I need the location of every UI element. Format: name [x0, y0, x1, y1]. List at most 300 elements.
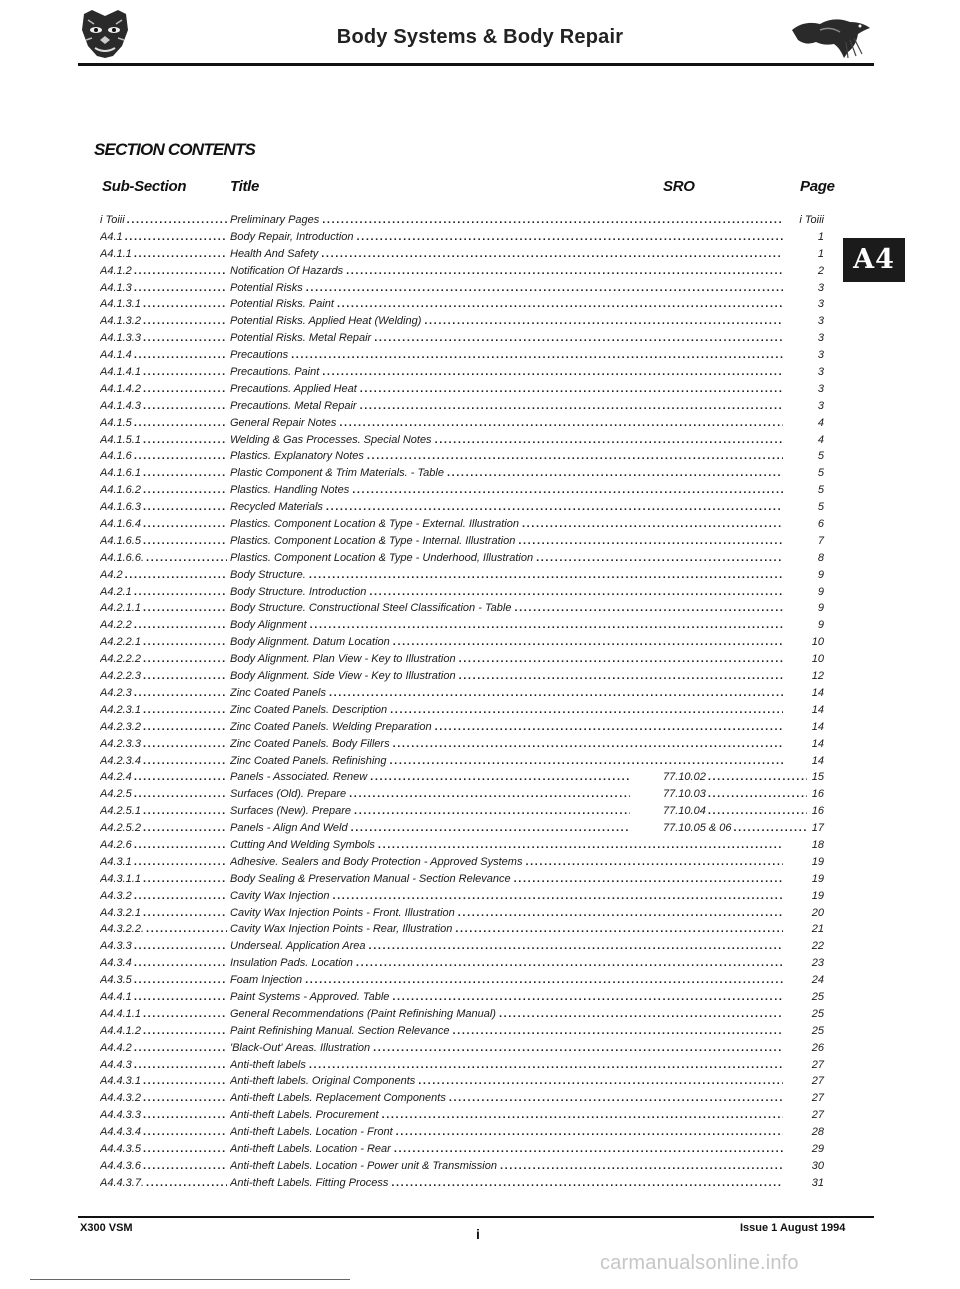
sub-section-number-text: A4.2.4: [100, 771, 132, 784]
toc-row: [100, 820, 840, 837]
entry-title: [230, 1090, 783, 1107]
page-number: 25: [811, 1007, 824, 1020]
sub-section-number-text: A4.1.6.5: [100, 534, 141, 547]
entry-title: [230, 1073, 783, 1090]
toc-row: [100, 955, 840, 972]
sub-section-number: [100, 685, 227, 702]
toc-row: [100, 364, 840, 381]
dot-leader: [134, 786, 227, 803]
sub-section-number-text: A4.2.2.3: [100, 670, 141, 683]
dot-leader: [127, 212, 227, 229]
entry-title-text: Plastics. Component Location & Type - External. Illustration: [230, 518, 519, 531]
page-number: 1: [817, 230, 824, 243]
entry-title-text: Precautions: [230, 349, 289, 362]
entry-title-text: Precautions. Paint: [230, 366, 320, 379]
entry-title-text: Cavity Wax Injection Points - Front. Illustration: [230, 906, 455, 919]
entry-title: [230, 888, 783, 905]
toc-row: [100, 381, 840, 398]
entry-title: [230, 1124, 783, 1141]
dot-leader: [499, 1006, 783, 1023]
entry-title-text: Cavity Wax Injection Points - Rear, Illustration: [230, 923, 453, 936]
footer-manual-code: X300 VSM: [80, 1222, 133, 1234]
page-number: 27: [811, 1109, 824, 1122]
sub-section-number: [100, 482, 227, 499]
entry-title-text: Underseal. Application Area: [230, 940, 366, 953]
sub-section-number: [100, 516, 227, 533]
sub-section-number-text: A4.3.1.1: [100, 872, 141, 885]
toc-row: [100, 753, 840, 770]
toc-row: [100, 634, 840, 651]
toc-row: [100, 685, 840, 702]
entry-title-text: Anti-theft Labels. Location - Power unit & Transmission: [230, 1159, 497, 1172]
page-number: 3: [817, 382, 824, 395]
entry-title-text: Anti-theft Labels. Replacement Components: [230, 1092, 446, 1105]
watermark: carmanualsonline.info: [600, 1252, 799, 1274]
page-number: 9: [817, 619, 824, 632]
toc-row: [100, 246, 840, 263]
page-number: i Toiii: [799, 214, 824, 226]
entry-title-text: Foam Injection: [230, 974, 303, 987]
toc-row: [100, 229, 840, 246]
dot-leader: [143, 1107, 227, 1124]
sub-section-number: [100, 617, 227, 634]
dot-leader: [453, 1023, 783, 1040]
sub-section-number: [100, 668, 227, 685]
dot-leader: [143, 313, 227, 330]
dot-leader: [435, 719, 783, 736]
sro-code: [663, 820, 807, 837]
footer-rule: [78, 1216, 874, 1218]
entry-title: [230, 296, 783, 313]
page-number: 18: [811, 838, 824, 851]
column-header-sro: SRO: [663, 178, 695, 195]
dot-leader: [143, 381, 227, 398]
page-number: 5: [817, 467, 824, 480]
dot-leader: [134, 854, 227, 871]
dot-leader: [143, 905, 227, 922]
dot-leader: [339, 415, 783, 432]
dot-leader: [134, 448, 227, 465]
entry-title: [230, 212, 783, 229]
dot-leader: [459, 651, 783, 668]
page-number: 9: [817, 585, 824, 598]
dot-leader: [373, 1040, 783, 1057]
entry-title-text: Paint Refinishing Manual. Section Relevance: [230, 1024, 450, 1037]
dot-leader: [396, 1124, 783, 1141]
sub-section-number: [100, 837, 227, 854]
sub-section-number-text: A4.4.3.2: [100, 1092, 141, 1105]
sub-section-number-text: A4.4.3.3: [100, 1109, 141, 1122]
dot-leader: [321, 246, 783, 263]
toc-row: [100, 1023, 840, 1040]
sub-section-number-text: A4.2.1.1: [100, 602, 141, 615]
page-number: 3: [817, 399, 824, 412]
entry-title: [230, 263, 783, 280]
page-number: 21: [811, 923, 824, 936]
page-number: 26: [811, 1041, 824, 1054]
dot-leader: [518, 533, 783, 550]
toc-row: [100, 280, 840, 297]
sub-section-number: [100, 1158, 227, 1175]
entry-title-text: Preliminary Pages: [230, 214, 320, 226]
entry-title: [230, 584, 783, 601]
dot-leader: [125, 229, 227, 246]
toc-row: [100, 1175, 840, 1192]
sub-section-number-text: A4.2.6: [100, 838, 132, 851]
dot-leader: [525, 854, 783, 871]
sub-section-number-text: A4.4.1.1: [100, 1007, 141, 1020]
column-header-title: Title: [230, 178, 260, 195]
sub-section-number: [100, 972, 227, 989]
contents-list: [100, 212, 840, 1192]
entry-title: [230, 736, 783, 753]
dot-leader: [134, 1040, 227, 1057]
entry-title: [230, 854, 783, 871]
dot-leader: [143, 668, 227, 685]
dot-leader: [146, 1175, 227, 1192]
page-number: 12: [811, 670, 824, 683]
entry-title-text: Body Structure.: [230, 568, 306, 581]
sub-section-number: [100, 871, 227, 888]
entry-title-text: Body Alignment: [230, 619, 307, 632]
entry-title-text: Body Structure. Introduction: [230, 585, 367, 598]
toc-row: [100, 212, 840, 229]
sub-section-number-text: A4.1.5: [100, 416, 132, 429]
toc-row: [100, 888, 840, 905]
entry-title-text: Anti-theft labels: [230, 1058, 306, 1071]
dot-leader: [360, 398, 783, 415]
dot-leader: [357, 229, 783, 246]
dot-leader: [536, 550, 783, 567]
dot-leader: [143, 1090, 227, 1107]
sub-section-number-text: A4.3.2: [100, 889, 132, 902]
entry-title-text: Panels - Align And Weld: [230, 822, 348, 835]
sub-section-number-text: A4.2.2.2: [100, 653, 141, 666]
entry-title-text: Insulation Pads. Location: [230, 957, 353, 970]
dot-leader: [305, 972, 783, 989]
page-number: 17: [811, 822, 824, 835]
entry-title-text: Recycled Materials: [230, 501, 323, 514]
toc-row: [100, 516, 840, 533]
toc-row: [100, 499, 840, 516]
dot-leader: [143, 398, 227, 415]
page-number: 31: [811, 1176, 824, 1189]
sub-section-number: [100, 1040, 227, 1057]
sub-section-number-text: A4.1.4.2: [100, 382, 141, 395]
dot-leader: [143, 296, 227, 313]
dot-leader: [458, 905, 783, 922]
sub-section-number-text: A4.4.3.1: [100, 1075, 141, 1088]
sub-section-number-text: A4.2.5: [100, 788, 132, 801]
dot-leader: [143, 533, 227, 550]
dot-leader: [369, 584, 783, 601]
dot-leader: [522, 516, 783, 533]
sub-section-number: [100, 1175, 227, 1192]
dot-leader: [134, 584, 227, 601]
dot-leader: [435, 432, 783, 449]
sub-section-number: [100, 1073, 227, 1090]
dot-leader: [134, 769, 227, 786]
page-number: 27: [811, 1092, 824, 1105]
dot-leader: [356, 955, 783, 972]
sub-section-number-text: A4.2.5.2: [100, 822, 141, 835]
toc-row: [100, 296, 840, 313]
header-rule: [78, 63, 874, 66]
sub-section-number-text: A4.1.5.1: [100, 433, 141, 446]
entry-title: [230, 448, 783, 465]
toc-row: [100, 1057, 840, 1074]
sub-section-number: [100, 246, 227, 263]
sub-section-number: [100, 854, 227, 871]
entry-title: [230, 634, 783, 651]
page-number: 22: [811, 940, 824, 953]
toc-row: [100, 702, 840, 719]
entry-title: [230, 280, 783, 297]
entry-title: [230, 415, 783, 432]
entry-title: [230, 955, 783, 972]
toc-row: [100, 347, 840, 364]
toc-row: [100, 1006, 840, 1023]
page-number: 5: [817, 501, 824, 514]
entry-title-text: Potential Risks. Applied Heat (Welding): [230, 315, 422, 328]
entry-title-text: Plastics. Component Location & Type - Internal. Illustration: [230, 534, 516, 547]
page-number: 5: [817, 450, 824, 463]
entry-title: [230, 600, 783, 617]
sro-code-text: 77.10.04: [663, 805, 706, 818]
dot-leader: [143, 516, 227, 533]
dot-leader: [143, 482, 227, 499]
entry-title: [230, 432, 783, 449]
page-number: 3: [817, 315, 824, 328]
dot-leader: [374, 330, 783, 347]
page-number: 28: [811, 1126, 824, 1139]
toc-row: [100, 617, 840, 634]
page-number: 19: [811, 855, 824, 868]
toc-row: [100, 550, 840, 567]
bottom-rule: [30, 1279, 350, 1280]
sub-section-number-text: A4.4.3.6: [100, 1159, 141, 1172]
sro-code: [663, 803, 807, 820]
sro-code: [663, 786, 807, 803]
entry-title-text: General Recommendations (Paint Refinishing Manual): [230, 1007, 496, 1020]
toc-row: [100, 1158, 840, 1175]
toc-row: [100, 854, 840, 871]
dot-leader: [134, 955, 227, 972]
page-number: 6: [817, 518, 824, 531]
page-number: 27: [811, 1058, 824, 1071]
dot-leader: [309, 567, 783, 584]
toc-row: [100, 905, 840, 922]
page-number: 14: [811, 686, 824, 699]
entry-title: [230, 871, 783, 888]
page-number: 10: [811, 653, 824, 666]
page-number: 3: [817, 298, 824, 311]
dot-leader: [378, 837, 783, 854]
entry-title: [230, 905, 783, 922]
sub-section-number-text: A4.2.5.1: [100, 805, 141, 818]
entry-title: [230, 1107, 783, 1124]
sub-section-number-text: i Toiii: [100, 214, 125, 226]
page-number: 16: [811, 805, 824, 818]
page-number: 5: [817, 484, 824, 497]
sub-section-number-text: A4.1.6.1: [100, 467, 141, 480]
dot-leader: [134, 938, 227, 955]
entry-title: [230, 229, 783, 246]
entry-title: [230, 567, 783, 584]
entry-title-text: Potential Risks: [230, 281, 303, 294]
page-number: 10: [811, 636, 824, 649]
column-header-sub-section: Sub-Section: [102, 178, 187, 195]
sro-code-text: 77.10.05 & 06: [663, 822, 732, 835]
entry-title-text: Surfaces (Old). Prepare: [230, 788, 347, 801]
entry-title: [230, 1040, 783, 1057]
dot-leader: [352, 482, 783, 499]
dot-leader: [143, 753, 227, 770]
entry-title: [230, 921, 783, 938]
sub-section-number: [100, 702, 227, 719]
toc-row: [100, 600, 840, 617]
dot-leader: [514, 600, 783, 617]
toc-row: [100, 263, 840, 280]
sub-section-number: [100, 719, 227, 736]
dot-leader: [143, 432, 227, 449]
toc-row: [100, 465, 840, 482]
entry-title: [230, 550, 783, 567]
entry-title-text: Body Alignment. Side View - Key to Illustration: [230, 670, 456, 683]
page-number: 2: [817, 264, 824, 277]
dot-leader: [134, 1057, 227, 1074]
page-number: 25: [811, 1024, 824, 1037]
dot-leader: [392, 989, 783, 1006]
entry-title: [230, 398, 783, 415]
toc-row: [100, 769, 840, 786]
entry-title: [230, 753, 783, 770]
dot-leader: [143, 1141, 227, 1158]
entry-title: [230, 1023, 783, 1040]
entry-title-text: Body Repair, Introduction: [230, 230, 354, 243]
sub-section-number: [100, 398, 227, 415]
dot-leader: [455, 921, 783, 938]
sub-section-number-text: A4.1.3.1: [100, 298, 141, 311]
page-number: 14: [811, 703, 824, 716]
entry-title-text: Zinc Coated Panels. Body Fillers: [230, 737, 390, 750]
sub-section-number: [100, 600, 227, 617]
entry-title-text: Health And Safety: [230, 247, 319, 260]
sub-section-number-text: A4.3.2.2.: [100, 923, 145, 936]
page-number: 3: [817, 281, 824, 294]
toc-row: [100, 584, 840, 601]
entry-title-text: Zinc Coated Panels. Description: [230, 703, 388, 716]
section-tab: A4: [843, 238, 905, 282]
entry-title-text: Zinc Coated Panels: [230, 686, 326, 699]
entry-title: [230, 972, 783, 989]
page-number: 8: [817, 551, 824, 564]
sub-section-number: [100, 753, 227, 770]
entry-title: [230, 685, 783, 702]
page-number: 19: [811, 889, 824, 902]
column-header-page: Page: [800, 178, 835, 195]
dot-leader: [332, 888, 783, 905]
entry-title: [230, 617, 783, 634]
toc-row: [100, 736, 840, 753]
sub-section-number: [100, 769, 227, 786]
leaping-jaguar-icon: [790, 12, 874, 60]
toc-row: [100, 415, 840, 432]
toc-row: [100, 330, 840, 347]
section-title: SECTION CONTENTS: [94, 140, 255, 159]
dot-leader: [514, 871, 783, 888]
page-number: 3: [817, 349, 824, 362]
sub-section-number: [100, 567, 227, 584]
dot-leader: [337, 296, 783, 313]
toc-row: [100, 972, 840, 989]
entry-title: [230, 313, 783, 330]
sub-section-number: [100, 229, 227, 246]
dot-leader: [143, 1124, 227, 1141]
sub-section-number: [100, 280, 227, 297]
sub-section-number: [100, 499, 227, 516]
entry-title-text: Body Sealing & Preservation Manual - Section Relevance: [230, 872, 511, 885]
dot-leader: [382, 1107, 783, 1124]
page-number: 15: [811, 771, 824, 784]
sub-section-number: [100, 651, 227, 668]
sub-section-number-text: A4.2: [100, 568, 123, 581]
sub-section-number: [100, 921, 227, 938]
page-number: 25: [811, 990, 824, 1003]
dot-leader: [134, 837, 227, 854]
sub-section-number-text: A4.1.3.2: [100, 315, 141, 328]
dot-leader: [346, 263, 783, 280]
entry-title: [230, 330, 783, 347]
sub-section-number-text: A4.4.1.2: [100, 1024, 141, 1037]
sub-section-number: [100, 1124, 227, 1141]
entry-title-text: Anti-theft Labels. Location - Front: [230, 1126, 393, 1139]
entry-title: [230, 1057, 783, 1074]
sub-section-number: [100, 313, 227, 330]
sub-section-number-text: A4.1.6.3: [100, 501, 141, 514]
sub-section-number: [100, 1006, 227, 1023]
dot-leader: [134, 989, 227, 1006]
entry-title: [230, 1175, 783, 1192]
entry-title-text: General Repair Notes: [230, 416, 337, 429]
dot-leader: [134, 972, 227, 989]
sub-section-number-text: A4.2.2.1: [100, 636, 141, 649]
sub-section-number: [100, 263, 227, 280]
page-number: 4: [817, 416, 824, 429]
entry-title-text: Cavity Wax Injection: [230, 889, 330, 902]
entry-title-text: Adhesive. Sealers and Body Protection - Approved Systems: [230, 855, 523, 868]
sub-section-number-text: A4.2.2: [100, 619, 132, 632]
sub-section-number: [100, 820, 227, 837]
sub-section-number: [100, 533, 227, 550]
sub-section-number-text: A4.2.3.1: [100, 703, 141, 716]
dot-leader: [143, 736, 227, 753]
entry-title-text: Zinc Coated Panels. Welding Preparation: [230, 720, 432, 733]
sub-section-number: [100, 364, 227, 381]
sub-section-number: [100, 448, 227, 465]
dot-leader: [390, 702, 783, 719]
sub-section-number: [100, 955, 227, 972]
entry-title-text: 'Black-Out' Areas. Illustration: [230, 1041, 371, 1054]
entry-title: [230, 499, 783, 516]
page-number: 9: [817, 568, 824, 581]
dot-leader: [143, 702, 227, 719]
dot-leader: [143, 364, 227, 381]
dot-leader: [143, 600, 227, 617]
dot-leader: [134, 415, 227, 432]
entry-title: [230, 246, 783, 263]
entry-title: [230, 786, 630, 803]
